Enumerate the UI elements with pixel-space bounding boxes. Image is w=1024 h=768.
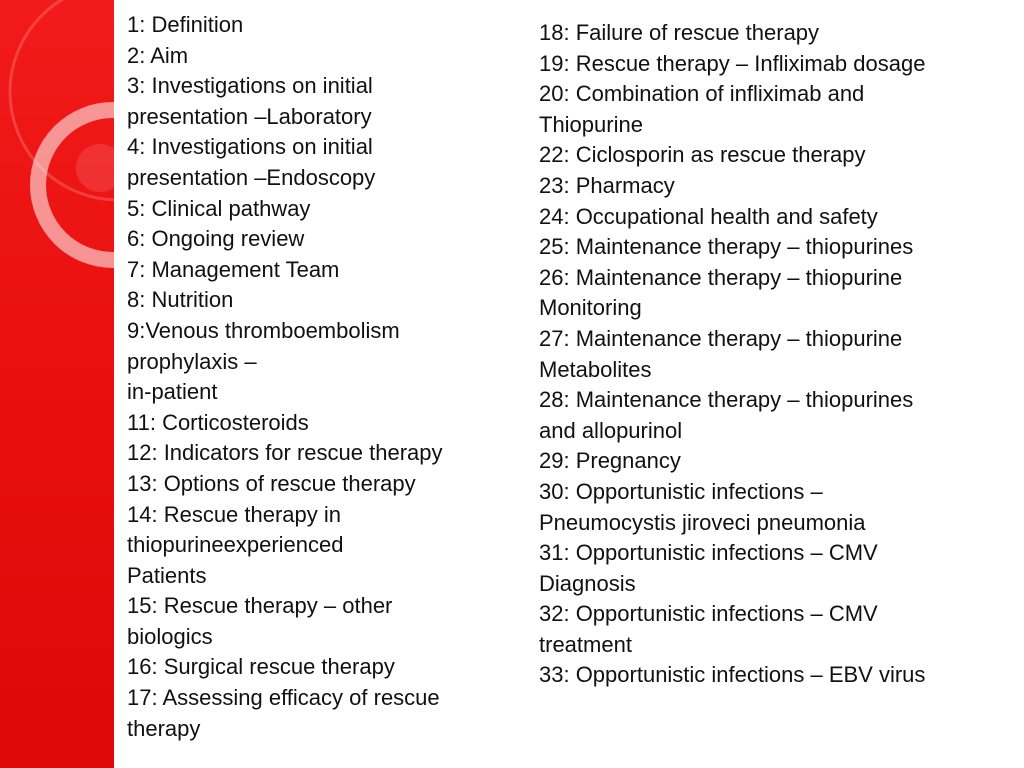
- list-item: 8: Nutrition: [127, 287, 234, 313]
- list-item: 13: Options of rescue therapy: [127, 470, 416, 496]
- list-item: 30: Opportunistic infections – Pneumocystis jiroveci pneumonia: [539, 478, 866, 535]
- list-item: 15: Rescue therapy – other biologics: [127, 593, 393, 649]
- list-item: 3: Investigations on initial presentation –Laboratory: [127, 73, 373, 129]
- list-item: 24: Occupational health and safety: [539, 203, 878, 229]
- list-item: 12: Indicators for rescue therapy: [127, 440, 443, 466]
- list-item: 6: Ongoing review: [127, 226, 305, 252]
- list-item: 27: Maintenance therapy – thiopurine Metabolites: [539, 325, 903, 382]
- list-item: 11: Corticosteroids: [127, 409, 309, 435]
- list-item: 25: Maintenance therapy – thiopurines: [539, 234, 914, 260]
- list-item: 17: Assessing efficacy of rescue therapy: [127, 685, 440, 741]
- decorative-dot: [76, 144, 114, 192]
- list-item: 9:Venous thromboembolism prophylaxis – in-patient: [127, 317, 400, 405]
- list-item: 4: Investigations on initial presentation –Endoscopy: [127, 134, 376, 190]
- list-item: 29: Pregnancy: [539, 448, 681, 474]
- list-item: 20: Combination of infliximab and Thiopurine: [539, 81, 865, 137]
- list-item: 31: Opportunistic infections – CMV Diagnosis: [539, 540, 878, 596]
- red-sidebar-decoration: [0, 0, 114, 768]
- list-item: 16: Surgical rescue therapy: [127, 654, 395, 680]
- list-item: 32: Opportunistic infections – CMV treatment: [539, 601, 878, 657]
- left-topic-list: [127, 10, 472, 744]
- decorative-rings-icon: [0, 0, 114, 768]
- list-item: 5: Clinical pathway: [127, 195, 311, 221]
- list-item: 33: Opportunistic infections – EBV virus: [539, 662, 926, 688]
- list-item: 18: Failure of rescue therapy: [539, 20, 820, 45]
- list-item: 22: Ciclosporin as rescue therapy: [539, 142, 866, 168]
- list-item: 19: Rescue therapy – Infliximab dosage: [539, 50, 926, 76]
- list-item: 26: Maintenance therapy – thiopurine Monitoring: [539, 264, 903, 321]
- right-topic-list: [539, 18, 1009, 691]
- list-item: 2: Aim: [127, 42, 189, 68]
- list-item: 14: Rescue therapy in thiopurineexperienced Patients: [127, 501, 344, 588]
- list-item: 1: Definition: [127, 12, 244, 37]
- list-item: 28: Maintenance therapy – thiopurines and allopurinol: [539, 387, 914, 443]
- list-item: 7: Management Team: [127, 256, 340, 282]
- list-item: 23: Pharmacy: [539, 172, 675, 198]
